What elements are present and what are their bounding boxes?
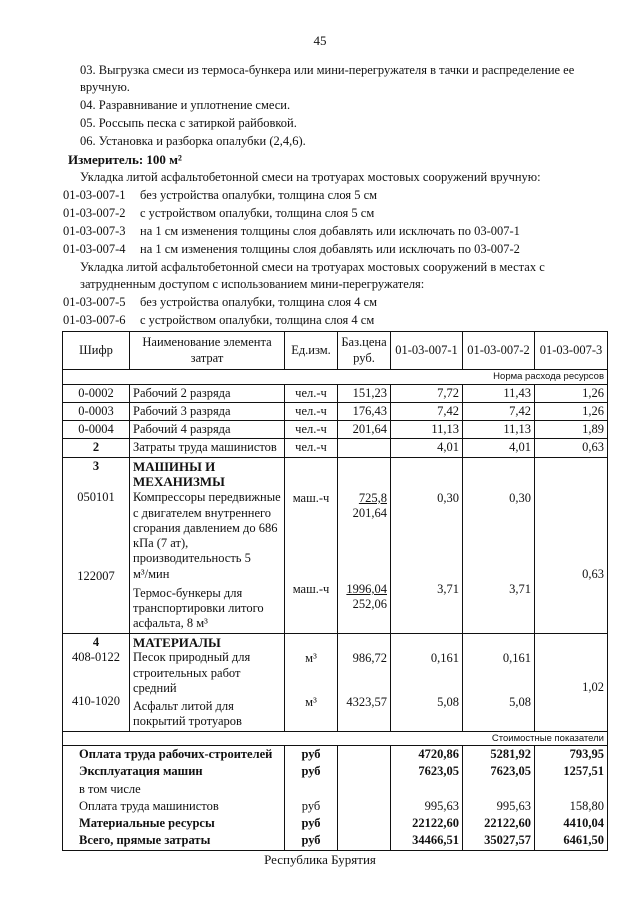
row-v1: 3,71 (437, 581, 459, 596)
row-code: 050101 (77, 489, 115, 504)
row-price: 4323,57 (346, 694, 387, 709)
row-name: Термос-бункеры для (133, 585, 243, 600)
row-unit: чел.-ч (285, 421, 338, 439)
row-v3: 1,89 (535, 421, 608, 439)
table-row (63, 439, 608, 457)
row-unit: чел.-ч (285, 439, 338, 457)
row-v3: 1,26 (535, 402, 608, 420)
row-price: 151,23 (338, 384, 391, 402)
norm-label-row (63, 370, 608, 385)
section-title: МАТЕРИАЛЫ (133, 634, 221, 650)
row-price: 201,64 (352, 505, 387, 520)
row-v2: 5,08 (509, 694, 531, 709)
summary-v3: 158,80 (535, 798, 608, 815)
section-code: 3 (92, 458, 100, 473)
row-code: 408-0122 (72, 649, 120, 664)
row-code: 410-1020 (72, 694, 120, 709)
list-item (63, 313, 374, 328)
cost-label: Стоимостные показатели (63, 731, 608, 746)
list-item (63, 224, 520, 239)
summary-name: в том числе (63, 781, 285, 798)
item-code: 01-03-007-4 (63, 242, 126, 256)
header-col3: 01-03-007-3 (535, 332, 608, 370)
item-code: 01-03-007-1 (63, 188, 126, 202)
row-price: 176,43 (338, 402, 391, 420)
row-name: строительных работ (133, 665, 241, 680)
row-price: 252,06 (352, 597, 387, 612)
summary-v3: 793,95 (535, 746, 608, 764)
row-name: асфальта, 8 м³ (133, 616, 208, 631)
row-v3: 1,26 (535, 384, 608, 402)
section-title: Укладка литой асфальтобетонной смеси на тротуарах мостовых сооружений в местах с (80, 260, 545, 274)
row-v2: 0,30 (509, 490, 531, 505)
row-unit: чел.-ч (285, 384, 338, 402)
item-code: 01-03-007-5 (63, 295, 126, 309)
summary-v3: 1257,51 (535, 763, 608, 780)
row-name: транспортировки литого (133, 601, 264, 616)
operation-line: вручную. (80, 80, 130, 94)
summary-row (63, 832, 608, 850)
row-unit: м³ (305, 650, 317, 665)
summary-v2: 995,63 (463, 798, 535, 815)
item-text: без устройства опалубки, толщина слоя 5 см (140, 188, 378, 202)
resource-table (62, 331, 608, 851)
summary-v1: 7623,05 (391, 763, 463, 780)
row-price: 986,72 (352, 650, 387, 665)
summary-row (63, 763, 608, 780)
row-v2: 11,43 (463, 384, 535, 402)
page-footer: Республика Бурятия (264, 852, 376, 867)
row-v2: 4,01 (463, 439, 535, 457)
row-name: Рабочий 2 разряда (130, 384, 285, 402)
row-code: 0-0004 (63, 421, 130, 439)
row-unit: маш.-ч (292, 490, 330, 505)
summary-v3: 4410,04 (535, 815, 608, 832)
operation-line: 03. Выгрузка смеси из термоса-бункера или мини-перегружателя в тачки и распределение ее (80, 63, 575, 77)
list-item (63, 295, 377, 310)
summary-unit: руб (285, 832, 338, 850)
table-row (63, 384, 608, 402)
row-name: средний (133, 680, 177, 695)
item-code: 01-03-007-6 (63, 313, 126, 327)
operation-line: 04. Разравнивание и уплотнение смеси. (80, 98, 291, 112)
table-row (63, 421, 608, 439)
section-title: МАШИНЫ И МЕХАНИЗМЫ (133, 458, 225, 490)
summary-unit: руб (285, 798, 338, 815)
summary-v2: 7623,05 (463, 763, 535, 780)
row-v1: 0,161 (430, 650, 459, 665)
machines-block (63, 457, 608, 633)
row-price (338, 439, 391, 457)
header-code: Шифр (63, 332, 130, 370)
row-v1: 5,08 (437, 694, 459, 709)
operation-line: 05. Россыпь песка с затиркой райбовкой. (80, 116, 297, 130)
summary-v1: 22122,60 (391, 815, 463, 832)
row-code: 0-0003 (63, 402, 130, 420)
row-name: Песок природный для (133, 650, 251, 665)
summary-row (63, 798, 608, 815)
row-name: с двигателем внутреннего (133, 505, 272, 520)
section-title: Укладка литой асфальтобетонной смеси на тротуарах мостовых сооружений вручную: (80, 170, 541, 184)
summary-name: Оплата труда машинистов (63, 798, 285, 815)
row-v2: 0,161 (502, 650, 531, 665)
row-v3: 1,02 (582, 679, 604, 694)
table-header-row (63, 332, 608, 370)
row-name: Затраты труда машинистов (130, 439, 285, 457)
item-text: на 1 см изменения толщины слоя добавлять или исключать по 03-007-2 (140, 242, 520, 256)
section-title: затрудненным доступом с использованием мини-перегружателя: (80, 277, 425, 291)
table-row (63, 402, 608, 420)
summary-name: Оплата труда рабочих-строителей (63, 746, 285, 764)
row-code: 0-0002 (63, 384, 130, 402)
list-item (63, 188, 377, 203)
header-unit: Ед.изм. (285, 332, 338, 370)
row-name: Рабочий 3 разряда (130, 402, 285, 420)
summary-row (63, 815, 608, 832)
row-name: кПа (7 ат), (133, 536, 189, 551)
summary-v2: 35027,57 (463, 832, 535, 850)
item-text: с устройством опалубки, толщина слоя 4 см (140, 313, 375, 327)
summary-v1: 4720,86 (391, 746, 463, 764)
row-v2: 7,42 (463, 402, 535, 420)
summary-row (63, 746, 608, 764)
summary-name: Всего, прямые затраты (63, 832, 285, 850)
item-code: 01-03-007-3 (63, 224, 126, 238)
row-name: сгорания давлением до 686 (133, 520, 278, 535)
operation-line: 06. Установка и разборка опалубки (2,4,6). (80, 134, 306, 148)
row-name: производительность 5 (133, 551, 251, 566)
section-code: 4 (92, 634, 100, 649)
row-v1: 0,30 (437, 490, 459, 505)
summary-v2: 22122,60 (463, 815, 535, 832)
row-code: 2 (63, 439, 130, 457)
row-unit: чел.-ч (285, 402, 338, 420)
summary-unit: руб (285, 763, 338, 780)
item-code: 01-03-007-2 (63, 206, 126, 220)
header-price: Баз.цена руб. (338, 332, 391, 370)
materials-block (63, 633, 608, 731)
row-name: покрытий тротуаров (133, 714, 242, 729)
row-name: м³/мин (133, 566, 170, 581)
measure-unit: Измеритель: 100 м² (68, 152, 182, 167)
row-unit: маш.-ч (292, 581, 330, 596)
row-v3: 0,63 (535, 439, 608, 457)
row-name: Асфальт литой для (133, 699, 234, 714)
row-v2: 11,13 (463, 421, 535, 439)
summary-unit: руб (285, 815, 338, 832)
header-name: Наименование элемента затрат (130, 332, 285, 370)
row-v1: 7,42 (391, 402, 463, 420)
summary-v1: 995,63 (391, 798, 463, 815)
row-v1: 11,13 (391, 421, 463, 439)
row-v3: 0,63 (582, 566, 604, 581)
summary-v3: 6461,50 (535, 832, 608, 850)
item-text: на 1 см изменения толщины слоя добавлять или исключать по 03-007-1 (140, 224, 520, 238)
row-unit: м³ (305, 694, 317, 709)
row-price-top: 1996,04 (346, 582, 387, 597)
header-col1: 01-03-007-1 (391, 332, 463, 370)
row-v1: 4,01 (391, 439, 463, 457)
summary-unit: руб (285, 746, 338, 764)
summary-name: Материальные ресурсы (63, 815, 285, 832)
cost-label-row (63, 731, 608, 746)
row-v2: 3,71 (509, 581, 531, 596)
summary-row (63, 781, 608, 798)
summary-v2: 5281,92 (463, 746, 535, 764)
header-col2: 01-03-007-2 (463, 332, 535, 370)
row-price: 201,64 (338, 421, 391, 439)
norm-label: Норма расхода ресурсов (63, 370, 608, 385)
summary-v1: 34466,51 (391, 832, 463, 850)
item-text: без устройства опалубки, толщина слоя 4 см (140, 295, 378, 309)
row-name: Компрессоры передвижные (133, 490, 281, 505)
row-v1: 7,72 (391, 384, 463, 402)
row-code: 122007 (77, 569, 115, 584)
page-number: 45 (313, 33, 327, 48)
list-item (63, 206, 374, 221)
list-item (63, 242, 520, 257)
summary-name: Эксплуатация машин (63, 763, 285, 780)
item-text: с устройством опалубки, толщина слоя 5 см (140, 206, 375, 220)
row-name: Рабочий 4 разряда (130, 421, 285, 439)
row-price-top: 725,8 (358, 490, 387, 505)
